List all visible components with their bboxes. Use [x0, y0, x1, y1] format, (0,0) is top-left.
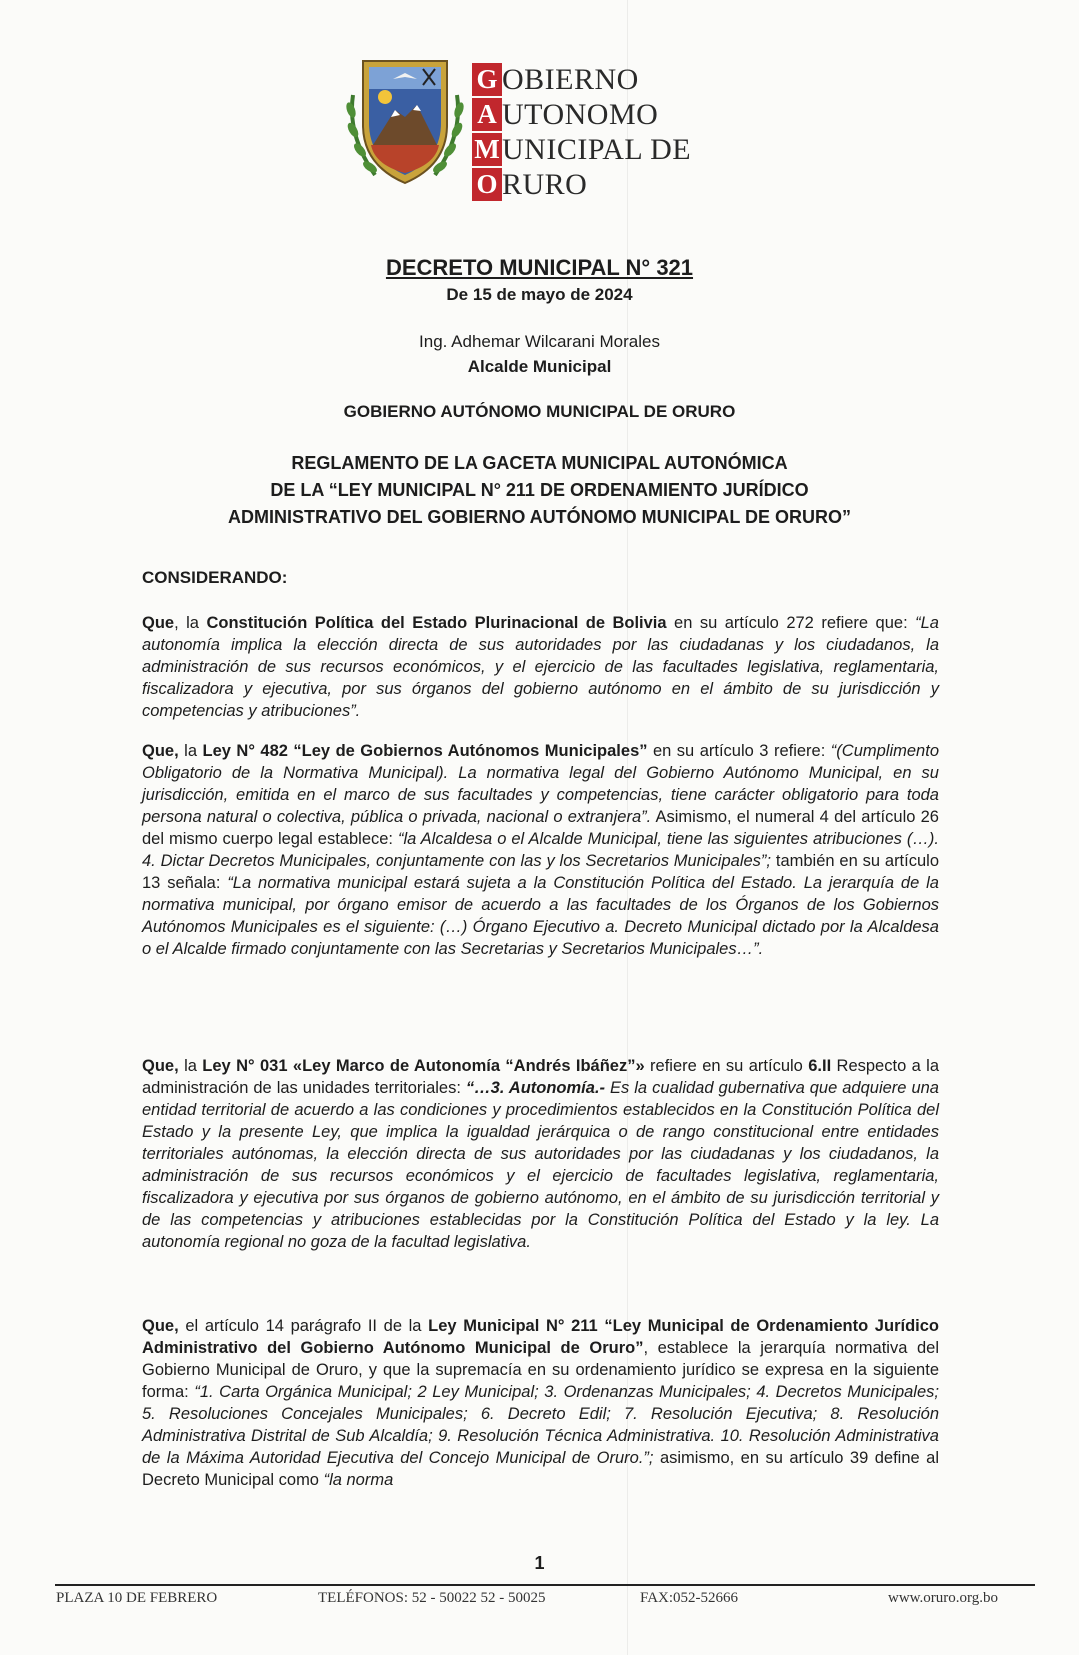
paragraph-ley-211 — [142, 1315, 939, 1491]
text-run: refiere en su artículo — [644, 1057, 809, 1075]
decree-title: DECRETO MUNICIPAL N° 321 — [385, 255, 694, 280]
text-run: la — [178, 1057, 203, 1075]
text-run: Asimismo, el numeral 4 del artículo 26 del mismo cuerpo legal establece: — [142, 808, 939, 848]
bold-run: Constitución Política del Estado Plurinacional de Bolivia — [206, 614, 667, 632]
paragraph-ley-031 — [142, 1055, 939, 1253]
text-run: también en su artículo 13 señala: — [142, 852, 939, 892]
text-run: el artículo 14 parágrafo II de la — [178, 1317, 429, 1335]
paragraph-lead: Que, — [142, 742, 179, 760]
text-run: , la — [174, 614, 207, 632]
logo-letters — [472, 63, 502, 203]
paragraph-lead: Que, — [142, 1057, 179, 1075]
government-heading: GOBIERNO AUTÓNOMO MUNICIPAL DE ORURO — [343, 402, 736, 421]
paragraph-lead: Que — [142, 614, 175, 632]
italic-quote: “1. Carta Orgánica Municipal; 2 Ley Municipal; 3. Ordenanzas Municipales; 4. Decretos Municipales; 5. Resoluciones Concejales Municipales; 6. Decreto Edil; 7. Resolución Ejecutiva; 8. Resolución Administrativa Distrital de Sub Alcaldía; 9. Resolución Técnica Administrativa. 10. Resolución Administrativa de la Máxima Autoridad Ejecutiva del Concejo Municipal de Oruro.”; — [142, 1383, 939, 1467]
italic-quote: “la Alcaldesa o el Alcalde Municipal, tiene las siguientes atribuciones (…). 4. Dictar Decretos Municipales, conjuntamente con las y los Secretarios Municipales”; — [142, 830, 939, 870]
logo-word: UTONOMO — [502, 98, 659, 131]
regulation-line: ADMINISTRATIVO DEL GOBIERNO AUTÓNOMO MUNICIPAL DE ORURO” — [227, 507, 851, 527]
logo-words — [502, 63, 691, 203]
coat-of-arms-icon — [345, 55, 465, 190]
italic-quote: “La autonomía implica la elección directa de sus autoridades por las ciudadanas y los ciudadanos, la administración de sus recursos económicos, y el ejercicio de las facultades legislativa, reglamentaria, fiscalizadora y ejecutiva, por sus órganos del gobierno autónomo en el ámbito de su jurisdicción y competencias y atribuciones”. — [142, 614, 939, 720]
considerando-heading: CONSIDERANDO: — [142, 568, 288, 587]
paragraph-lead: Que, — [142, 1317, 179, 1335]
logo-word: RURO — [502, 168, 588, 201]
italic-quote: “la norma — [323, 1471, 394, 1489]
footer-phones: TELÉFONOS: 52 - 50022 52 - 50025 — [318, 1590, 546, 1606]
text-run: , establece la jerarquía normativa del Gobierno Municipal de Oruro, y que la supremacía en su ordenamiento jurídico se expresa en la siguiente forma: — [142, 1339, 939, 1401]
italic-quote: “(Cumplimento Obligatorio de la Normativa Municipal). La normativa legal del Gobierno Autónomo Municipal, en su jurisdicción, emitida en el marco de sus facultades y competencias, tiene carácter obligatorio para toda persona natural o colectiva, pública o privada, nacional o extranjera”. — [142, 742, 939, 826]
bold-run: 6.II — [808, 1057, 832, 1075]
italic-quote: “La normativa municipal estará sujeta a la Constitución Política del Estado. La jerarquía de la normativa municipal, por órgano emisor de acuerdo a las facultades de los Órganos de los Gobiernos Autónomos Municipales es el siguiente: (…) Órgano Ejecutivo a. Decreto Municipal dictado por la Alcaldesa o el Alcalde firmado conjuntamente con las Secretarias y Secretarios Municipales…”. — [142, 874, 939, 958]
decree-date: De 15 de mayo de 2024 — [446, 285, 633, 304]
regulation-line: REGLAMENTO DE LA GACETA MUNICIPAL AUTONÓMICA — [291, 453, 788, 473]
text-run: Respecto a la administración de las unidades territoriales: — [142, 1057, 940, 1097]
bold-run: Ley N° 031 «Ley Marco de Autonomía “Andrés Ibáñez”» — [202, 1057, 645, 1075]
logo-letter: O — [472, 168, 502, 201]
footer-fax: FAX:052-52666 — [640, 1590, 739, 1606]
regulation-line: DE LA “LEY MUNICIPAL N° 211 DE ORDENAMIENTO JURÍDICO — [270, 480, 809, 500]
footer-website-link[interactable]: www.oruro.org.bo — [888, 1590, 998, 1606]
bold-run: Ley Municipal N° 211 “Ley Municipal de Ordenamiento Jurídico Administrativo del Gobierno Autónomo Municipal de Oruro” — [142, 1317, 939, 1357]
official-name: Ing. Adhemar Wilcarani Morales — [419, 332, 660, 351]
paragraph-constitucion — [142, 612, 939, 722]
page-number: 1 — [534, 1553, 545, 1573]
logo-letter: M — [472, 133, 502, 166]
logo-letter: G — [472, 63, 502, 96]
regulation-heading — [0, 450, 1079, 531]
bold-italic-run: “…3. Autonomía.- — [465, 1079, 606, 1097]
official-role: Alcalde Municipal — [467, 357, 612, 376]
footer-address: PLAZA 10 DE FEBRERO — [56, 1590, 218, 1606]
italic-quote: Es la cualidad gubernativa que adquiere una entidad territorial de acuerdo a las condiciones y procedimientos establecidos en la Constitución Política del Estado y la presente Ley, que implica la igualdad jerárquica o de rango constitucional entre entidades territoriales autónomas, la elección directa de sus autoridades por las ciudadanas y los ciudadanos, la administración de sus recursos económicos y el ejercicio de facultades legislativa, reglamentaria, fiscalizadora y ejecutiva por sus órganos de gobierno autónomo, en el ámbito de su jurisdicción territorial y de las competencias y atribuciones establecidas por la Constitución Política del Estado y la ley. La autonomía regional no goza de la facultad legislativa. — [142, 1079, 939, 1251]
text-run: la — [178, 742, 203, 760]
footer-divider — [55, 1584, 1035, 1586]
logo-letter: A — [472, 98, 502, 131]
bold-run: Ley N° 482 “Ley de Gobiernos Autónomos Municipales” — [202, 742, 648, 760]
text-run: en su artículo 272 refiere que: — [666, 614, 916, 632]
logo-word: OBIERNO — [502, 63, 639, 96]
gamo-logo — [345, 55, 735, 201]
logo-word: UNICIPAL DE — [502, 133, 692, 166]
text-run: en su artículo 3 refiere: — [647, 742, 831, 760]
paragraph-ley-482 — [142, 740, 939, 960]
text-run: asimismo, en su artículo 39 define al Decreto Municipal como — [142, 1449, 939, 1489]
